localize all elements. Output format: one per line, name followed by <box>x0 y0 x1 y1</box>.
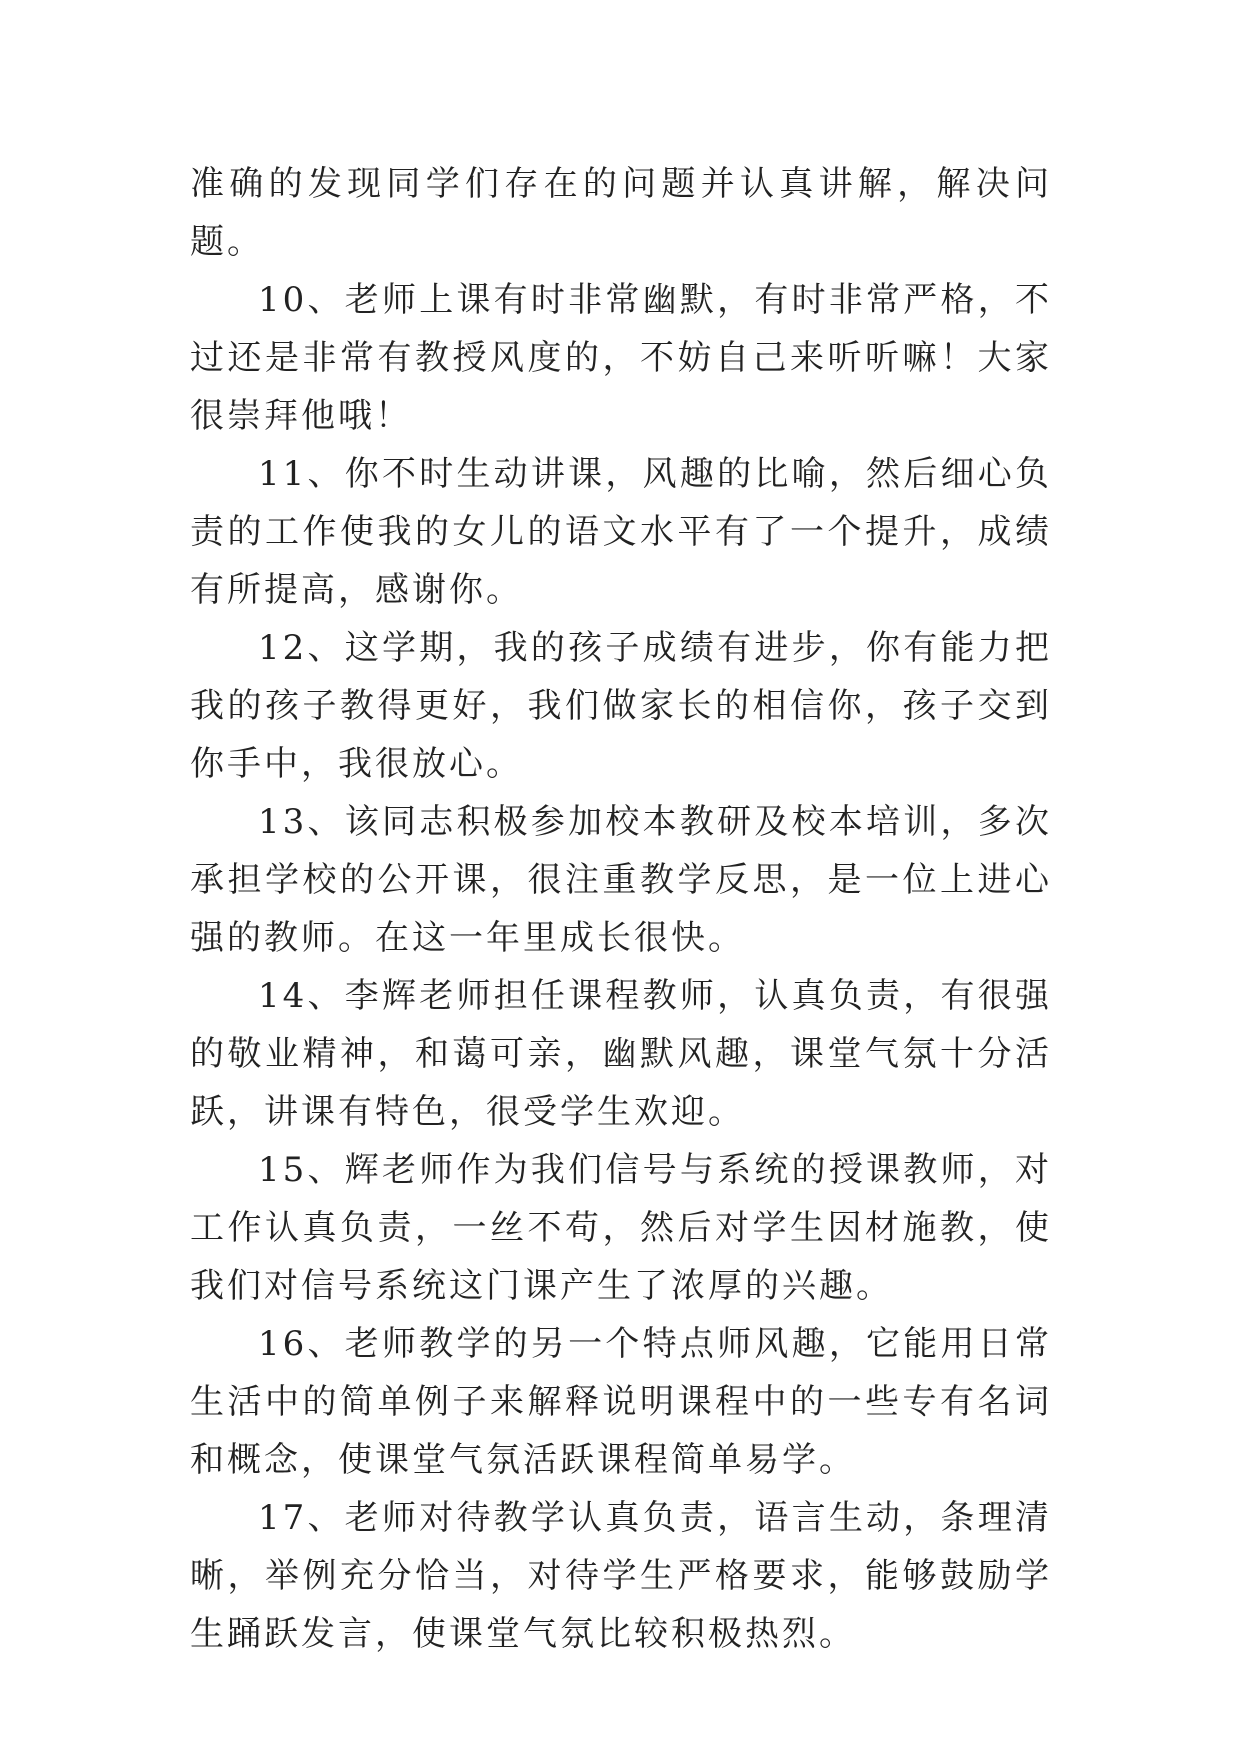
paragraph-10: 10、老师上课有时非常幽默，有时非常严格，不过还是非常有教授风度的，不妨自己来听听嘛！大家很崇拜他哦！ <box>190 280 1052 436</box>
paragraph-continuation: 准确的发现同学们存在的问题并认真讲解，解决问题。 <box>190 164 1052 262</box>
paragraph-12: 12、这学期，我的孩子成绩有进步，你有能力把我的孩子教得更好，我们做家长的相信你，孩子交到你手中，我很放心。 <box>190 628 1052 784</box>
paragraph-14: 14、李辉老师担任课程教师，认真负责，有很强的敬业精神，和蔼可亲，幽默风趣，课堂气氛十分活跃，讲课有特色，很受学生欢迎。 <box>190 976 1052 1132</box>
paragraph-13: 13、该同志积极参加校本教研及校本培训，多次承担学校的公开课，很注重教学反思，是一位上进心强的教师。在这一年里成长很快。 <box>190 802 1052 958</box>
paragraph-16: 16、老师教学的另一个特点师风趣，它能用日常生活中的简单例子来解释说明课程中的一些专有名词和概念，使课堂气氛活跃课程简单易学。 <box>190 1324 1052 1480</box>
document-body <box>190 155 1052 1663</box>
paragraph-15: 15、辉老师作为我们信号与系统的授课教师，对工作认真负责，一丝不苟，然后对学生因材施教，使我们对信号系统这门课产生了浓厚的兴趣。 <box>190 1150 1052 1306</box>
paragraph-11: 11、你不时生动讲课，风趣的比喻，然后细心负责的工作使我的女儿的语文水平有了一个提升，成绩有所提高，感谢你。 <box>190 454 1052 610</box>
paragraph-17: 17、老师对待教学认真负责，语言生动，条理清晰，举例充分恰当，对待学生严格要求，能够鼓励学生踊跃发言，使课堂气氛比较积极热烈。 <box>190 1498 1052 1654</box>
